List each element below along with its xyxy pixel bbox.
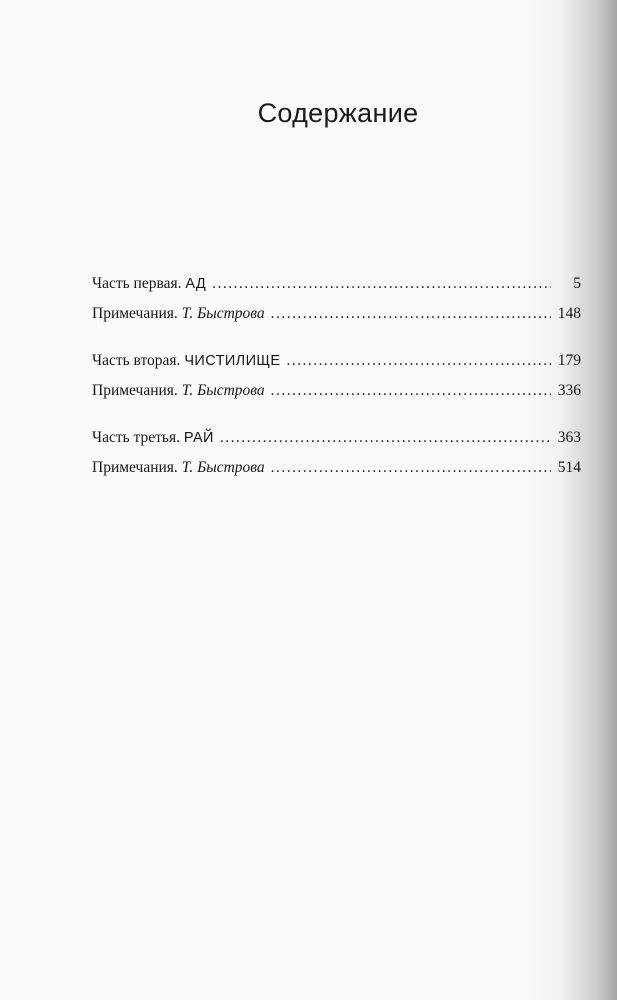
toc-page-number: 514 xyxy=(557,459,581,476)
toc-entry-prefix: Примечания. xyxy=(92,382,182,399)
toc-entry-part-name: АД xyxy=(185,276,207,292)
toc-entry-notes-part-one[interactable] xyxy=(92,299,581,329)
toc-entry-label xyxy=(92,453,265,483)
toc-group-part-two xyxy=(92,346,581,406)
toc-page-number: 179 xyxy=(557,352,581,369)
dot-leader xyxy=(271,376,551,406)
dot-leader xyxy=(271,299,551,329)
toc-entry-part-name: ЧИСТИЛИЩЕ xyxy=(184,353,281,369)
toc-entry-prefix: Часть третья. xyxy=(92,429,184,446)
toc-entry-part-name: РАЙ xyxy=(183,430,214,446)
dot-leader xyxy=(220,423,551,453)
toc-entry-label xyxy=(92,346,280,376)
dot-leader xyxy=(271,453,551,483)
toc-page-number: 336 xyxy=(557,382,581,399)
toc-page-number: 363 xyxy=(557,429,581,446)
toc-entry-author: Т. Быстрова xyxy=(181,459,265,476)
toc-entry-author: Т. Быстрова xyxy=(181,382,265,399)
toc-entry-part-three[interactable] xyxy=(92,423,581,453)
toc-entry-prefix: Часть вторая. xyxy=(92,352,185,369)
dot-leader xyxy=(286,346,551,376)
table-of-contents xyxy=(92,269,581,500)
toc-entry-notes-part-three[interactable] xyxy=(92,453,581,483)
toc-entry-notes-part-two[interactable] xyxy=(92,376,581,406)
toc-entry-prefix: Часть первая. xyxy=(92,275,186,292)
toc-page-number: 5 xyxy=(573,275,581,292)
toc-entry-label xyxy=(92,423,214,453)
toc-entry-label xyxy=(92,299,265,329)
toc-entry-label xyxy=(92,269,206,299)
toc-entry-part-two[interactable] xyxy=(92,346,581,376)
toc-entry-prefix: Примечания. xyxy=(92,459,182,476)
toc-entry-prefix: Примечания. xyxy=(92,305,182,322)
dot-leader xyxy=(212,269,551,299)
toc-entry-part-one[interactable] xyxy=(92,269,581,299)
toc-group-part-three xyxy=(92,423,581,483)
toc-group-part-one xyxy=(92,269,581,329)
toc-page-number: 148 xyxy=(557,305,581,322)
page-title: Содержание xyxy=(257,98,419,129)
toc-entry-author: Т. Быстрова xyxy=(181,305,265,322)
toc-entry-label xyxy=(92,376,265,406)
